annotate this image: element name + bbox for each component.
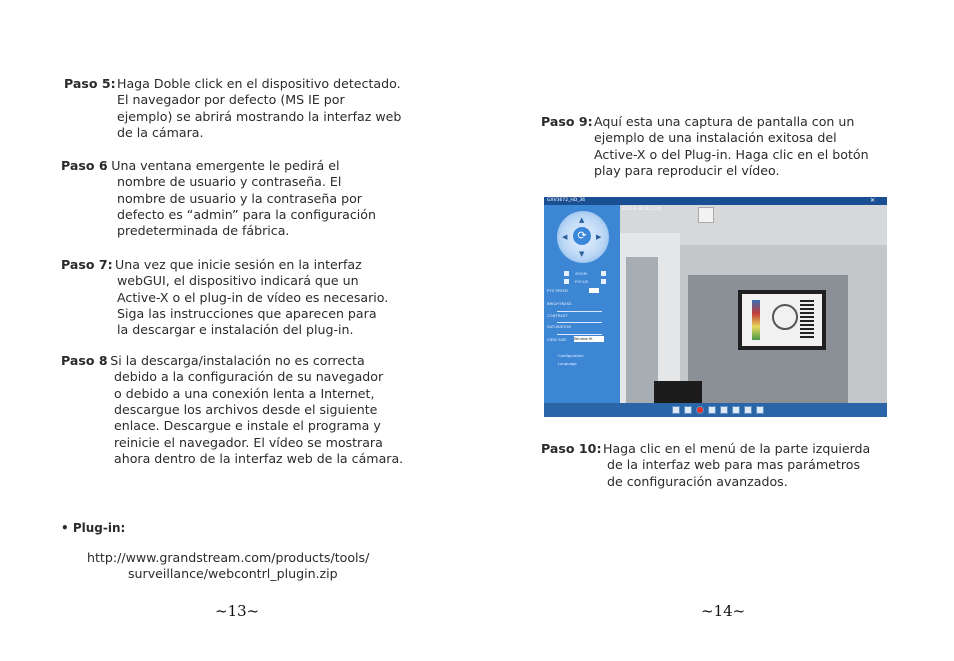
- paso-5-line: ejemplo) se abrirá mostrando la interfaz web: [117, 108, 402, 124]
- paso-8-line: ahora dentro de la interfaz web de la cámara.: [114, 450, 404, 466]
- view-size-select[interactable]: Window fit: [574, 336, 604, 342]
- paso-10-line: de configuración avanzados.: [607, 473, 788, 489]
- paso-10-block: [541, 441, 921, 493]
- plug-in-url-line[interactable]: surveillance/webcontrl_plugin.zip: [128, 566, 338, 582]
- screenshot-title: GXV3672_HD_36: [547, 198, 586, 203]
- paso-9-label: Paso 9:: [541, 114, 593, 129]
- paso-8-line: debido a la configuración de su navegador: [114, 369, 384, 385]
- paso-5-label: Paso 5:: [64, 76, 116, 91]
- paso-7-line: Siga las instrucciones que aparecen para: [117, 305, 377, 321]
- focus-near-button[interactable]: [564, 279, 569, 284]
- paso-7-line: webGUI, el dispositivo indicará que un: [117, 273, 359, 289]
- paso-6-line: defecto es “admin” para la configuración: [117, 206, 376, 222]
- settings-button[interactable]: [756, 406, 764, 414]
- page-number-left: ~13~: [215, 602, 260, 620]
- brightness-slider[interactable]: [557, 311, 602, 312]
- focus-label: FOCUS: [575, 279, 589, 284]
- control-panel: [544, 205, 620, 403]
- paso-5-line: Haga Doble click en el dispositivo detectado.: [117, 76, 401, 91]
- ptz-speed-label: PTZ SPEED: [547, 288, 568, 293]
- paso-8-line: : Si la descarga/instalación no es correcta: [102, 353, 365, 368]
- paso-7-label: Paso 7:: [61, 257, 113, 272]
- contrast-row: [547, 313, 568, 320]
- view-size-label: VIEW SIZE: [547, 337, 567, 342]
- paso-10-line: de la interfaz web para mas parámetros: [607, 457, 861, 473]
- zoom-out-button[interactable]: [564, 271, 569, 276]
- pause-button[interactable]: [684, 406, 692, 414]
- audio-button[interactable]: [732, 406, 740, 414]
- arrow-right-icon[interactable]: ▶: [596, 233, 602, 241]
- paso-5-line: El navegador por defecto (MS IE por: [117, 92, 345, 108]
- saturation-slider[interactable]: [557, 334, 602, 335]
- paso-8-line: enlace. Descargue e instale el programa y: [114, 418, 381, 434]
- close-icon[interactable]: ✕: [869, 197, 875, 204]
- ptz-speed-select[interactable]: [589, 288, 599, 293]
- paso-8-block: [61, 353, 441, 469]
- plug-in-label: • Plug-in:: [61, 521, 126, 535]
- language-link[interactable]: Language: [558, 361, 577, 366]
- plug-in-url-line[interactable]: http://www.grandstream.com/products/tools/: [87, 550, 370, 565]
- snapshot-button[interactable]: [720, 406, 728, 414]
- record-button[interactable]: [696, 406, 704, 414]
- bag: [654, 381, 702, 403]
- paso-6-block: [61, 158, 441, 243]
- screenshot-title-bar: [544, 197, 887, 205]
- paso-8-line: reinicie el navegador. El vídeo se mostrara: [114, 434, 383, 450]
- arrow-up-icon[interactable]: ▲: [579, 216, 585, 224]
- paso-9-line: Active-X o del Plug-in. Haga clic en el botón: [594, 146, 869, 162]
- paso-6-line: predeterminada de fábrica.: [117, 223, 290, 239]
- paso-10-line: Haga clic en el menú de la parte izquierda: [603, 441, 871, 456]
- paso-8-line: o debido a una conexión lenta a Internet,: [114, 385, 375, 401]
- configuration-link[interactable]: Configuration: [558, 353, 584, 358]
- paso-7-line: la descargar e instalación del plug-in.: [117, 322, 354, 338]
- paso-5-line: de la cámara.: [117, 124, 204, 140]
- paso-6-label: Paso 6: [61, 158, 108, 173]
- paso-10-label: Paso 10:: [541, 441, 602, 456]
- paso-6-line: nombre de usuario y contraseña. El: [117, 174, 342, 190]
- arrow-down-icon[interactable]: ▼: [579, 250, 585, 258]
- contrast-slider[interactable]: [557, 322, 602, 323]
- fullscreen-button[interactable]: [744, 406, 752, 414]
- focus-far-button[interactable]: [601, 279, 606, 284]
- stop-button[interactable]: [672, 406, 680, 414]
- saturation-label: SATURATION: [547, 324, 571, 329]
- play-button[interactable]: [708, 406, 716, 414]
- refresh-icon[interactable]: ⟳: [573, 227, 591, 245]
- paso-9-line: ejemplo de una instalación exitosa del: [594, 130, 837, 146]
- saturation-row: [547, 324, 571, 331]
- web-interface-screenshot: [544, 197, 887, 417]
- view-size-row: [547, 337, 593, 344]
- paso-8-line: descargue los archivos desde el siguiente: [114, 401, 378, 417]
- paso-6-line: : Una ventana emergente le pedirá el: [103, 158, 340, 173]
- ptz-speed-row: [547, 288, 568, 295]
- paso-9-line: Aquí esta una captura de pantalla con un: [594, 114, 855, 129]
- brightness-label: BRIGHTNESS: [547, 301, 572, 306]
- ptz-pad[interactable]: [557, 211, 609, 263]
- video-timestamp: 2011-2-14 11:23:45: [622, 206, 662, 211]
- exit-sign: [698, 207, 714, 223]
- paso-7-line: Active-X o el plug-in de vídeo es necesario.: [117, 289, 389, 305]
- paso-5-block: [64, 76, 444, 146]
- zoom-in-button[interactable]: [601, 271, 606, 276]
- paso-8-label: Paso 8: [61, 353, 108, 368]
- paso-9-block: [541, 114, 921, 184]
- paso-6-line: nombre de usuario y la contraseña por: [117, 190, 362, 206]
- contrast-label: CONTRAST: [547, 313, 568, 318]
- paso-7-line: Una vez que inicie sesión en la interfaz: [115, 257, 362, 272]
- plug-in-url[interactable]: [87, 550, 417, 585]
- brightness-row: [547, 301, 572, 308]
- paso-7-block: [61, 257, 441, 342]
- test-chart: [742, 294, 822, 346]
- arrow-left-icon[interactable]: ◀: [562, 233, 568, 241]
- zoom-label: ZOOM: [575, 271, 587, 276]
- playback-toolbar: [544, 403, 887, 417]
- paso-9-line: play para reproducir el vídeo.: [594, 162, 780, 178]
- video-view: [620, 205, 887, 403]
- page-number-right: ~14~: [701, 602, 746, 620]
